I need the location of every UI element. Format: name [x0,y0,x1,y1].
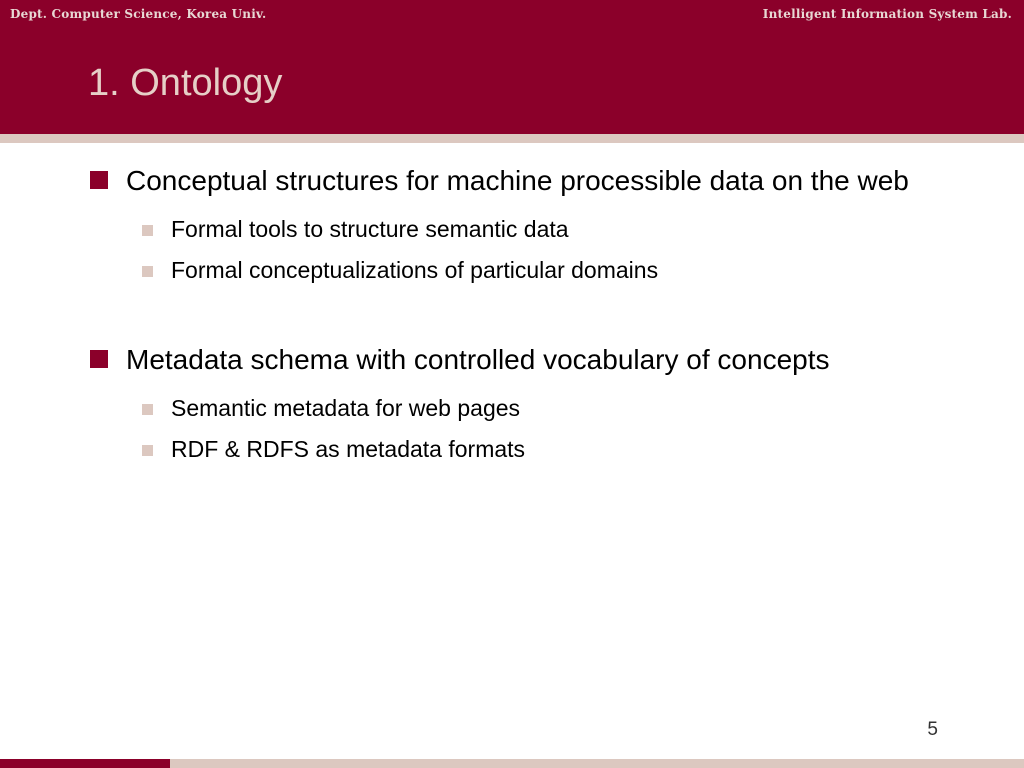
sub-bullet-text: Semantic metadata for web pages [171,395,521,421]
bullet-spacer [90,291,950,339]
bullet-item [90,160,950,201]
sub-bullet-item [90,250,950,291]
department-label: Dept. Computer Science, Korea Univ. [10,7,267,21]
sub-bullet-text: Formal conceptualizations of particular domains [171,257,659,283]
sub-bullet-item [90,388,950,429]
bullet-list [90,160,950,470]
small-square-bullet-icon [142,445,153,456]
bullet-text: Conceptual structures for machine processible data on the web [126,165,909,196]
square-bullet-icon [90,171,108,189]
sub-bullet-item [90,209,950,250]
bullet-text: Metadata schema with controlled vocabulary of concepts [126,344,830,375]
sub-bullet-item [90,429,950,470]
small-square-bullet-icon [142,404,153,415]
small-square-bullet-icon [142,225,153,236]
lab-label: Intelligent Information System Lab. [762,7,1012,21]
sub-bullet-text: RDF & RDFS as metadata formats [171,436,526,462]
slide-title: 1. Ontology [88,62,283,104]
page-number: 5 [927,719,938,740]
bullet-item [90,339,950,380]
header-underline [0,134,1024,143]
square-bullet-icon [90,350,108,368]
sub-bullet-text: Formal tools to structure semantic data [171,216,569,242]
footer-accent [0,759,170,768]
small-square-bullet-icon [142,266,153,277]
